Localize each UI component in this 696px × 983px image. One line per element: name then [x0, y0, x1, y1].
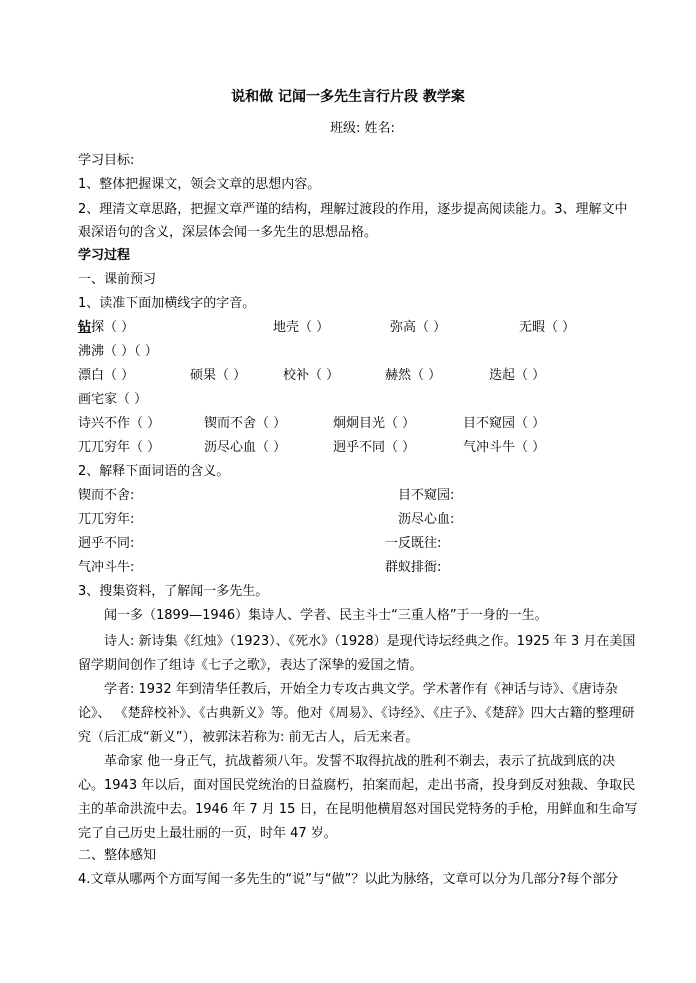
pinyin-item: 诗兴不作（ ）	[78, 416, 161, 431]
question-4: 4.文章从哪两个方面写闻一多先生的“说”与“做”？以此为脉络，文章可以分为几部分?每个部分	[78, 872, 619, 887]
pinyin-item: 目不窥园（ ）	[463, 416, 546, 431]
question-1: 1、读准下面加横线字的字音。	[78, 296, 256, 311]
goal-1: 1、整体把握课文，领会文章的思想内容。	[78, 177, 321, 192]
bio-poet: 诗人: 新诗集《红烛》（1923）、《死水》（1928）是现代诗坛经典之作。1925 年 3 月在美国留学期间创作了组诗《七子之歌》，表达了深挚的爱国之情。	[78, 634, 636, 673]
pinyin-item: 迭起（ ）	[489, 368, 546, 383]
pinyin-item: 弥高（ ）	[390, 320, 447, 335]
term-label: 目不窥园:	[398, 488, 455, 503]
term-label: 沥尽心血:	[398, 512, 455, 527]
term-label: 迥乎不同:	[78, 536, 135, 551]
section-2-heading: 二、整体感知	[78, 848, 157, 863]
pinyin-item: 沸沸（ ）（ ）	[78, 344, 158, 359]
pinyin-item: 校补（ ）	[283, 368, 340, 383]
pinyin-item: 画宅家（ ）	[78, 392, 148, 407]
underlined-char: 钻	[78, 320, 92, 335]
pinyin-blank: 探（ ）	[91, 320, 135, 335]
question-3: 3、搜集资料，了解闻一多先生。	[78, 584, 269, 599]
question-2: 2、解释下面词语的含义。	[78, 464, 230, 479]
pinyin-item: 锲而不舍（ ）	[204, 416, 287, 431]
pinyin-item: 气冲斗牛（ ）	[463, 440, 546, 455]
goals-heading: 学习目标:	[78, 153, 135, 168]
section-1-heading: 一、课前预习	[78, 272, 157, 287]
bio-scholar: 学者: 1932 年到清华任教后，开始全力专攻古典文学。学术著作有《神话与诗》、《唐诗杂论》、 《楚辞校补》、《古典新义》等。他对《周易》、《诗经》、《庄子》、《楚辞》四大古籍的整理研究（后汇成“新义”），被郭沫若称为: 前无古人，后无来者。	[78, 682, 635, 745]
pinyin-item: 炯炯目光（ ）	[333, 416, 416, 431]
pinyin-item: 沥尽心血（ ）	[204, 440, 287, 455]
document-title: 说和做 记闻一多先生言行片段 教学案	[231, 89, 465, 105]
pinyin-item: 兀兀穷年（ ）	[78, 440, 161, 455]
goal-2: 2、理清文章思路，把握文章严谨的结构，理解过渡段的作用，逐步提高阅读能力。3、理解文中艰深语句的含义，深层体会闻一多先生的思想品格。	[78, 202, 628, 240]
bio-intro: 闻一多（1899—1946）集诗人、学者、民主斗士“三重人格”于一身的一生。	[104, 608, 548, 623]
process-heading: 学习过程	[78, 248, 131, 263]
term-label: 气冲斗牛:	[78, 560, 135, 575]
class-name-line: 班级: 姓名:	[330, 121, 395, 136]
term-label: 群蚁排衙:	[385, 560, 442, 575]
pinyin-item: 硕果（ ）	[190, 368, 247, 383]
bio-revolutionary: 革命家 他一身正气，抗战蓄须八年。发誓不取得抗战的胜利不剃去，表示了抗战到底的决心。1943 年以后，面对国民党统治的日益腐朽，拍案而起，走出书斋，投身到反对独裁、争取民主的革命洪流中去。1946 年 7 月 15 日，在昆明他横眉怒对国民党特务的手枪，用鲜血和生命写完了自己历史上最壮丽的一页，时年 47 岁。	[78, 754, 638, 841]
term-label: 锲而不舍:	[78, 488, 135, 503]
pinyin-item: 迥乎不同（ ）	[333, 440, 416, 455]
pinyin-item: 漂白（ ）	[78, 368, 135, 383]
pinyin-item: 赫然（ ）	[385, 368, 442, 383]
pinyin-item	[78, 318, 134, 338]
term-label: 一反既往:	[385, 536, 442, 551]
pinyin-item: 地壳（ ）	[273, 320, 330, 335]
pinyin-item: 无暇（ ）	[519, 320, 576, 335]
term-label: 兀兀穷年:	[78, 512, 135, 527]
